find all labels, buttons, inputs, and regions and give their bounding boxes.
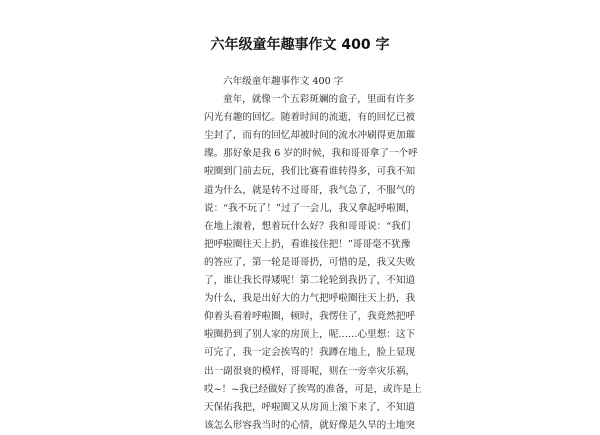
body-line: 闪光有趣的回忆。随着时间的流逝，有的回忆已被 (204, 112, 416, 124)
body-line: 把呼啦圈往天上扔，看谁接住把！”哥哥毫不犹豫 (204, 238, 411, 250)
body-line: 天保佑我把，呼啦圈又从房顶上滚下来了，不知道 (204, 401, 416, 413)
body-line: 为什么，我是出好大的力气把呼啦圈往天上扔，我 (204, 293, 416, 305)
document-subtitle: 六年级童年趣事作文 400 字 (223, 76, 344, 87)
body-line: 道为什么，就是转不过哥哥，我气急了，不服气的 (204, 184, 416, 196)
body-line: 的答应了，第一轮是哥哥扔，可惜的是，我又失败 (204, 256, 416, 268)
body-line: 可完了，我一定会挨骂的！我蹲在地上，脸上显现 (204, 347, 416, 359)
body-line: 仰着头看着呼啦圈，顿时，我愣住了，我竟然把呼 (204, 311, 416, 323)
body-line: 璨。那好象是我 6 岁的时候，我和哥哥拿了一个呼 (204, 148, 418, 160)
body-line: 了，谁让我长得矮呢！第二轮轮到我扔了，不知道 (204, 275, 416, 287)
body-line: 童年，就像一个五彩斑斓的盒子，里面有许多 (223, 94, 415, 106)
body-line: 哎~！~我已经做好了挨骂的准备，可是，或许是上 (204, 383, 422, 395)
body-line: 说：“我不玩了！”过了一会儿，我又拿起呼啦圈， (204, 202, 416, 214)
body-line: 啦圈到门前去玩，我们比赛看谁转得多，可我不知 (204, 166, 416, 178)
body-line: 啦圈扔到了别人家的房顶上，呢……心里想：这下 (204, 329, 416, 341)
document-title: 六年级童年趣事作文 400 字 (210, 37, 390, 53)
body-line: 在地上滚着，想着玩什么好？我和哥哥说：“我们 (204, 220, 411, 232)
body-line: 该怎么形容我当时的心情，就好像是久旱的土地突 (204, 419, 416, 431)
document-body (204, 73, 422, 435)
body-line: 尘封了，而有的回忆却被时间的流水冲刷得更加璀 (204, 130, 416, 142)
body-line: 出一副很衰的模样，哥哥呢，则在一旁幸灾乐祸， (204, 365, 416, 377)
